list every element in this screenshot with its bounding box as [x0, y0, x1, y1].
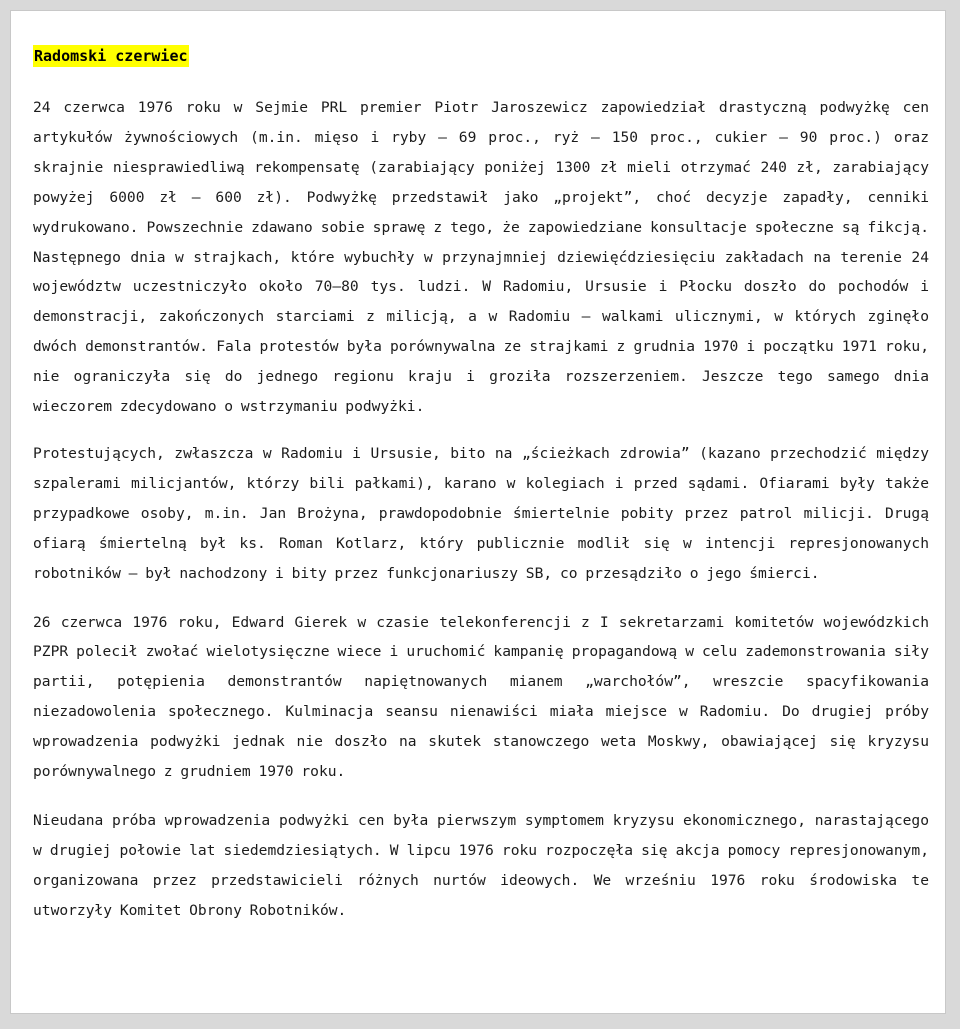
paragraph-1: 24 czerwca 1976 roku w Sejmie PRL premier Piotr Jaroszewicz zapowiedział drastyczną podwyżkę cen artykułów żywnościowych (m.in. mięso i ryby – 69 proc., ryż – 150 proc., cukier – 90 proc.) oraz skrajnie niesprawiedliwą rekompensatę (zarabiający poniżej 1300 zł mieli otrzymać 240 zł, zarabiający powyżej 6000 zł – 600 zł). Podwyżkę przedstawił jako „projekt”, choć decyzje zapadły, cenniki wydrukowano. Powszechnie zdawano sobie sprawę z tego, że zapowiedziane konsultacje społeczne są fikcją. Następnego dnia w strajkach, które wybuchły w przynajmniej dziewięćdziesięciu zakładach na terenie 24 województw uczestniczyło około 70–80 tys. ludzi. W Radomiu, Ursusie i Płocku doszło do pochodów i demonstracji, zakończonych starciami z milicją, a w Radomiu – walkami ulicznymi, w których zginęło dwóch demonstrantów. Fala protestów była porównywalna ze strajkami z grudnia 1970 i początku 1971 roku, nie ograniczyła się do jednego regionu kraju i groziła rozszerzeniem. Jeszcze tego samego dnia wieczorem zdecydowano o wstrzymaniu podwyżki. — [33, 99, 929, 416]
paragraph-3: 26 czerwca 1976 roku, Edward Gierek w czasie telekonferencji z I sekretarzami komitetów wojewódzkich PZPR polecił zwołać wielotysięczne wiece i uruchomić kampanię propagandową w celu zademonstrowania siły partii, potępienia demonstrantów napiętnowanych mianem „warchołów”, wreszcie spacyfikowania niezadowolenia społecznego. Kulminacja seansu nienawiści miała miejsce w Radomiu. Do drugiej próby wprowadzenia podwyżki jednak nie doszło na skutek stanowczego weta Moskwy, obawiającej się kryzysu porównywalnego z grudniem 1970 roku. — [33, 613, 929, 781]
paragraph-4: Nieudana próba wprowadzenia podwyżki cen była pierwszym symptomem kryzysu ekonomicznego, narastającego w drugiej połowie lat siedemdziesiątych. W lipcu 1976 roku rozpoczęła się akcja pomocy represjonowanym, organizowana przez przedstawicieli różnych nurtów ideowych. We wrześniu 1976 roku środowiska te utworzyły Komitet Obrony Robotników. — [33, 811, 929, 919]
document-title: Radomski czerwiec — [34, 47, 188, 65]
document-page — [10, 10, 946, 1014]
paragraph-2: Protestujących, zwłaszcza w Radomiu i Ursusie, bito na „ścieżkach zdrowia” (kazano przechodzić między szpalerami milicjantów, którzy bili pałkami), karano w kolegiach i przed sądami. Ofiarami były także przypadkowe osoby, m.in. Jan Brożyna, prawdopodobnie śmiertelnie pobity przez patrol milicji. Drugą ofiarą śmiertelną był ks. Roman Kotlarz, który publicznie modlił się w intencji represjonowanych robotników – był nachodzony i bity przez funkcjonariuszy SB, co przesądziło o jego śmierci. — [33, 444, 929, 582]
document-content — [33, 45, 929, 945]
